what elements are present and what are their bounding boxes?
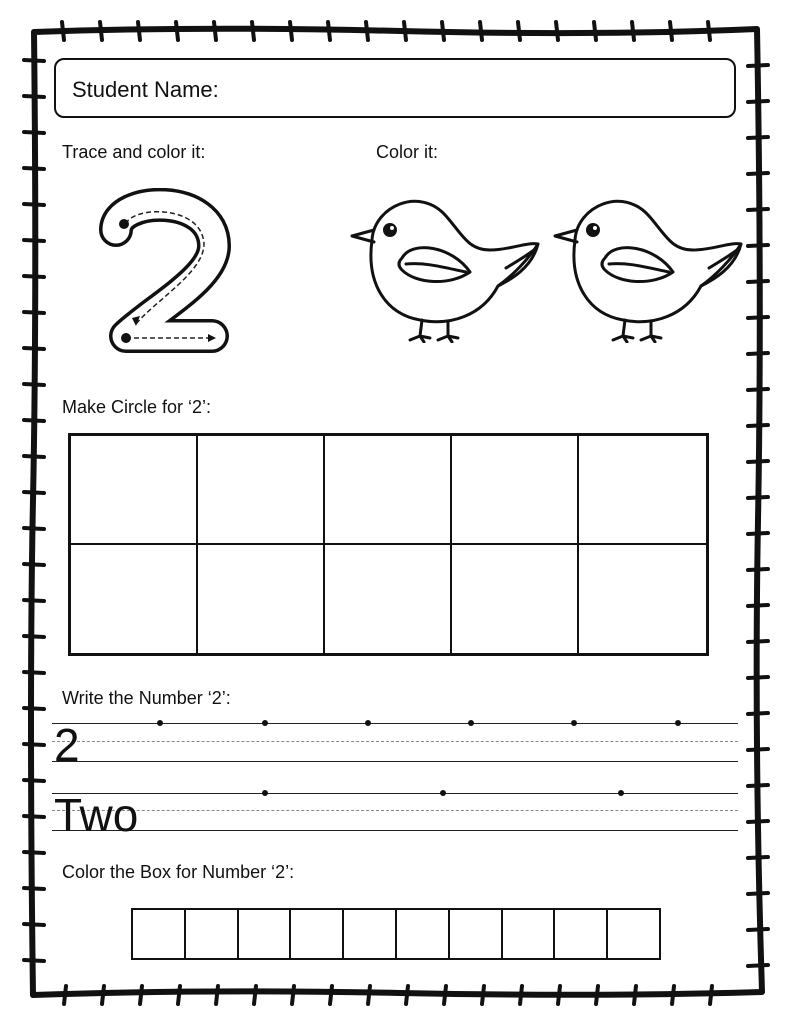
ten-frame-grid bbox=[68, 433, 709, 656]
box-label: Color the Box for Number ‘2’: bbox=[62, 862, 295, 882]
trace-label: Trace and color it: bbox=[62, 142, 206, 162]
color-box[interactable] bbox=[133, 910, 186, 958]
ten-frame-cell[interactable] bbox=[452, 436, 579, 545]
color-label: Color it: bbox=[376, 142, 439, 162]
ten-frame-cell[interactable] bbox=[198, 436, 325, 545]
color-box[interactable] bbox=[397, 910, 450, 958]
start-dot bbox=[675, 720, 681, 726]
circle-label: Make Circle for ‘2’: bbox=[62, 397, 212, 417]
student-name-label: Student Name: bbox=[72, 77, 219, 102]
color-box[interactable] bbox=[555, 910, 608, 958]
start-dot bbox=[365, 720, 371, 726]
bird-icon[interactable] bbox=[350, 188, 540, 343]
start-dot bbox=[262, 720, 268, 726]
write-label: Write the Number ‘2’: bbox=[62, 688, 231, 708]
student-name-field[interactable] bbox=[54, 58, 736, 118]
writing-line-top bbox=[52, 793, 738, 794]
writing-line-mid bbox=[52, 741, 738, 742]
start-dot bbox=[157, 720, 163, 726]
ten-frame-cell[interactable] bbox=[325, 545, 452, 654]
model-word: Two bbox=[54, 789, 139, 841]
start-dot bbox=[571, 720, 577, 726]
writing-line-base[interactable] bbox=[52, 830, 738, 831]
ten-frame-cell[interactable] bbox=[579, 436, 706, 545]
color-box[interactable] bbox=[239, 910, 292, 958]
ten-frame-cell[interactable] bbox=[325, 436, 452, 545]
color-box[interactable] bbox=[503, 910, 556, 958]
model-digit: 2 bbox=[54, 719, 80, 771]
trace-digit-two[interactable] bbox=[96, 188, 236, 358]
ten-frame-cell[interactable] bbox=[579, 545, 706, 654]
ten-frame-cell[interactable] bbox=[71, 436, 198, 545]
bird-icon[interactable] bbox=[553, 188, 743, 343]
writing-line-mid bbox=[52, 810, 738, 811]
color-box[interactable] bbox=[291, 910, 344, 958]
start-dot bbox=[618, 790, 624, 796]
color-box[interactable] bbox=[186, 910, 239, 958]
color-box[interactable] bbox=[344, 910, 397, 958]
color-box[interactable] bbox=[608, 910, 659, 958]
start-dot bbox=[468, 720, 474, 726]
writing-line-top bbox=[52, 723, 738, 724]
start-dot bbox=[440, 790, 446, 796]
color-box[interactable] bbox=[450, 910, 503, 958]
ten-frame-cell[interactable] bbox=[452, 545, 579, 654]
writing-line-base[interactable] bbox=[52, 761, 738, 762]
color-box-row bbox=[131, 908, 661, 960]
ten-frame-cell[interactable] bbox=[198, 545, 325, 654]
start-dot bbox=[262, 790, 268, 796]
ten-frame-cell[interactable] bbox=[71, 545, 198, 654]
